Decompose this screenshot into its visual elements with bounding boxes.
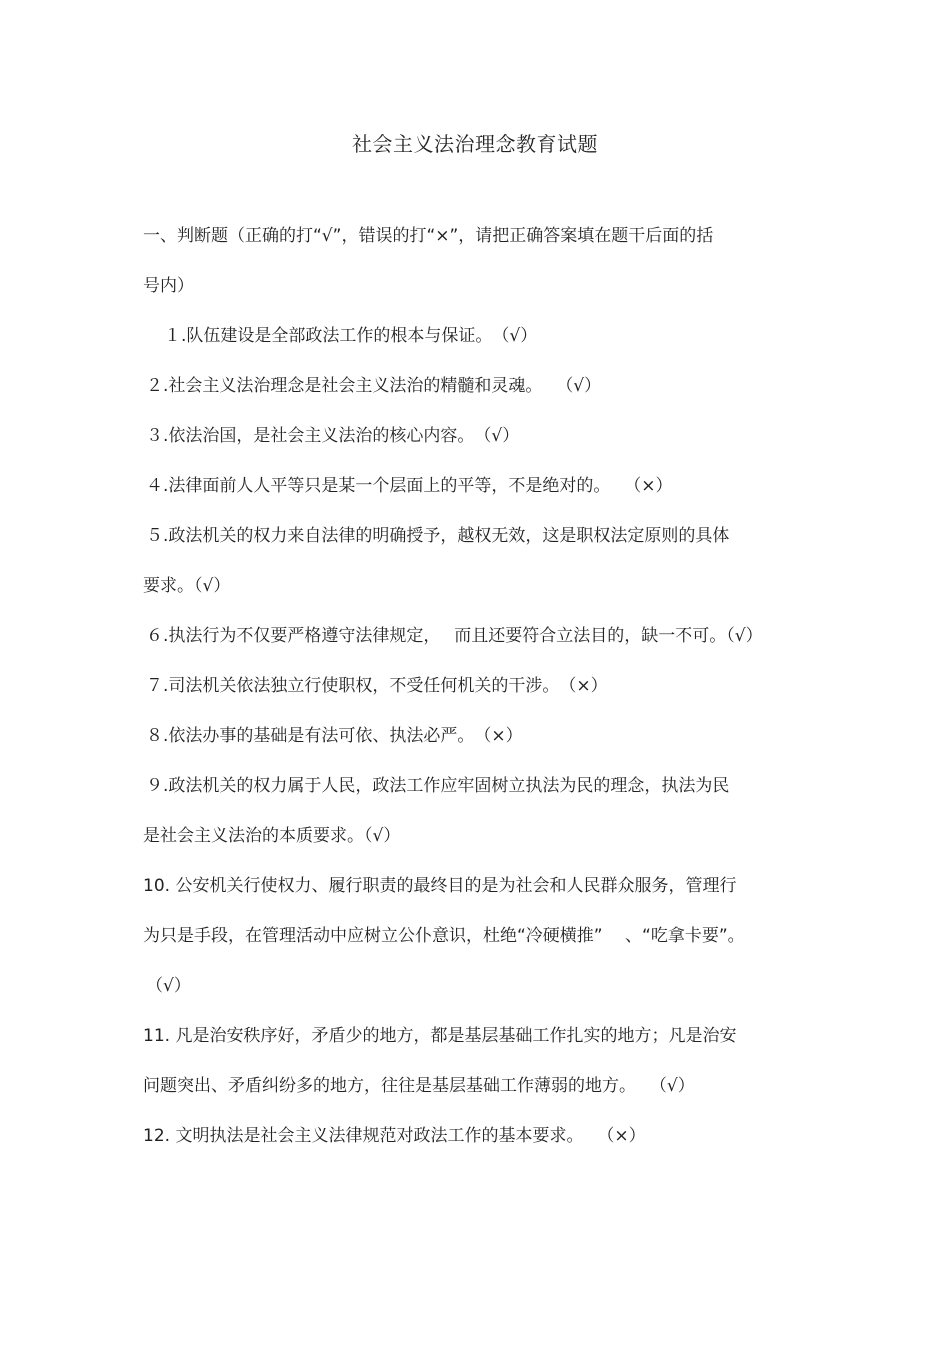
question-9-line-2: 是社会主义法治的本质要求。（√） [143, 826, 401, 846]
document-title: 社会主义法治理念教育试题 [352, 132, 598, 156]
question-12: 12. 文明执法是社会主义法律规范对政法工作的基本要求。 （×） [143, 1126, 646, 1146]
question-8: ８.依法办事的基础是有法可依、执法必严。 （×） [146, 726, 523, 746]
question-11-line-1: 11. 凡是治安秩序好，矛盾少的地方，都是基层基础工作扎实的地方；凡是治安 [143, 1026, 737, 1046]
question-5-line-1: ５.政法机关的权力来自法律的明确授予，越权无效，这是职权法定原则的具体 [146, 526, 730, 546]
question-5-line-2: 要求。（√） [143, 576, 231, 596]
question-10-line-2: 为只是手段，在管理活动中应树立公仆意识，杜绝“冷硬横推” 、“吃拿卡要”。 [143, 926, 745, 946]
question-6: ６.执法行为不仅要严格遵守法律规定， 而且还要符合立法目的，缺一不可。（√） [146, 626, 763, 646]
section-heading-line-2: 号内） [143, 276, 194, 296]
section-heading-line-1: 一、判断题（正确的打“√”，错误的打“×”，请把正确答案填在题干后面的括 [143, 226, 714, 246]
question-7: ７.司法机关依法独立行使职权，不受任何机关的干涉。 （×） [146, 676, 608, 696]
question-9-line-1: ９.政法机关的权力属于人民，政法工作应牢固树立执法为民的理念，执法为民 [146, 776, 730, 796]
question-11-line-2: 问题突出、矛盾纠纷多的地方，往往是基层基础工作薄弱的地方。 （√） [143, 1076, 695, 1096]
question-1: １.队伍建设是全部政法工作的根本与保证。 （√） [164, 326, 538, 346]
question-2: ２.社会主义法治理念是社会主义法治的精髓和灵魂。 （√） [146, 376, 602, 396]
question-4: ４.法律面前人人平等只是某一个层面上的平等，不是绝对的。 （×） [146, 476, 673, 496]
question-10-line-3: （√） [146, 976, 191, 996]
question-3: ３.依法治国，是社会主义法治的核心内容。 （√） [146, 426, 520, 446]
question-10-line-1: 10. 公安机关行使权力、履行职责的最终目的是为社会和人民群众服务，管理行 [143, 876, 737, 896]
